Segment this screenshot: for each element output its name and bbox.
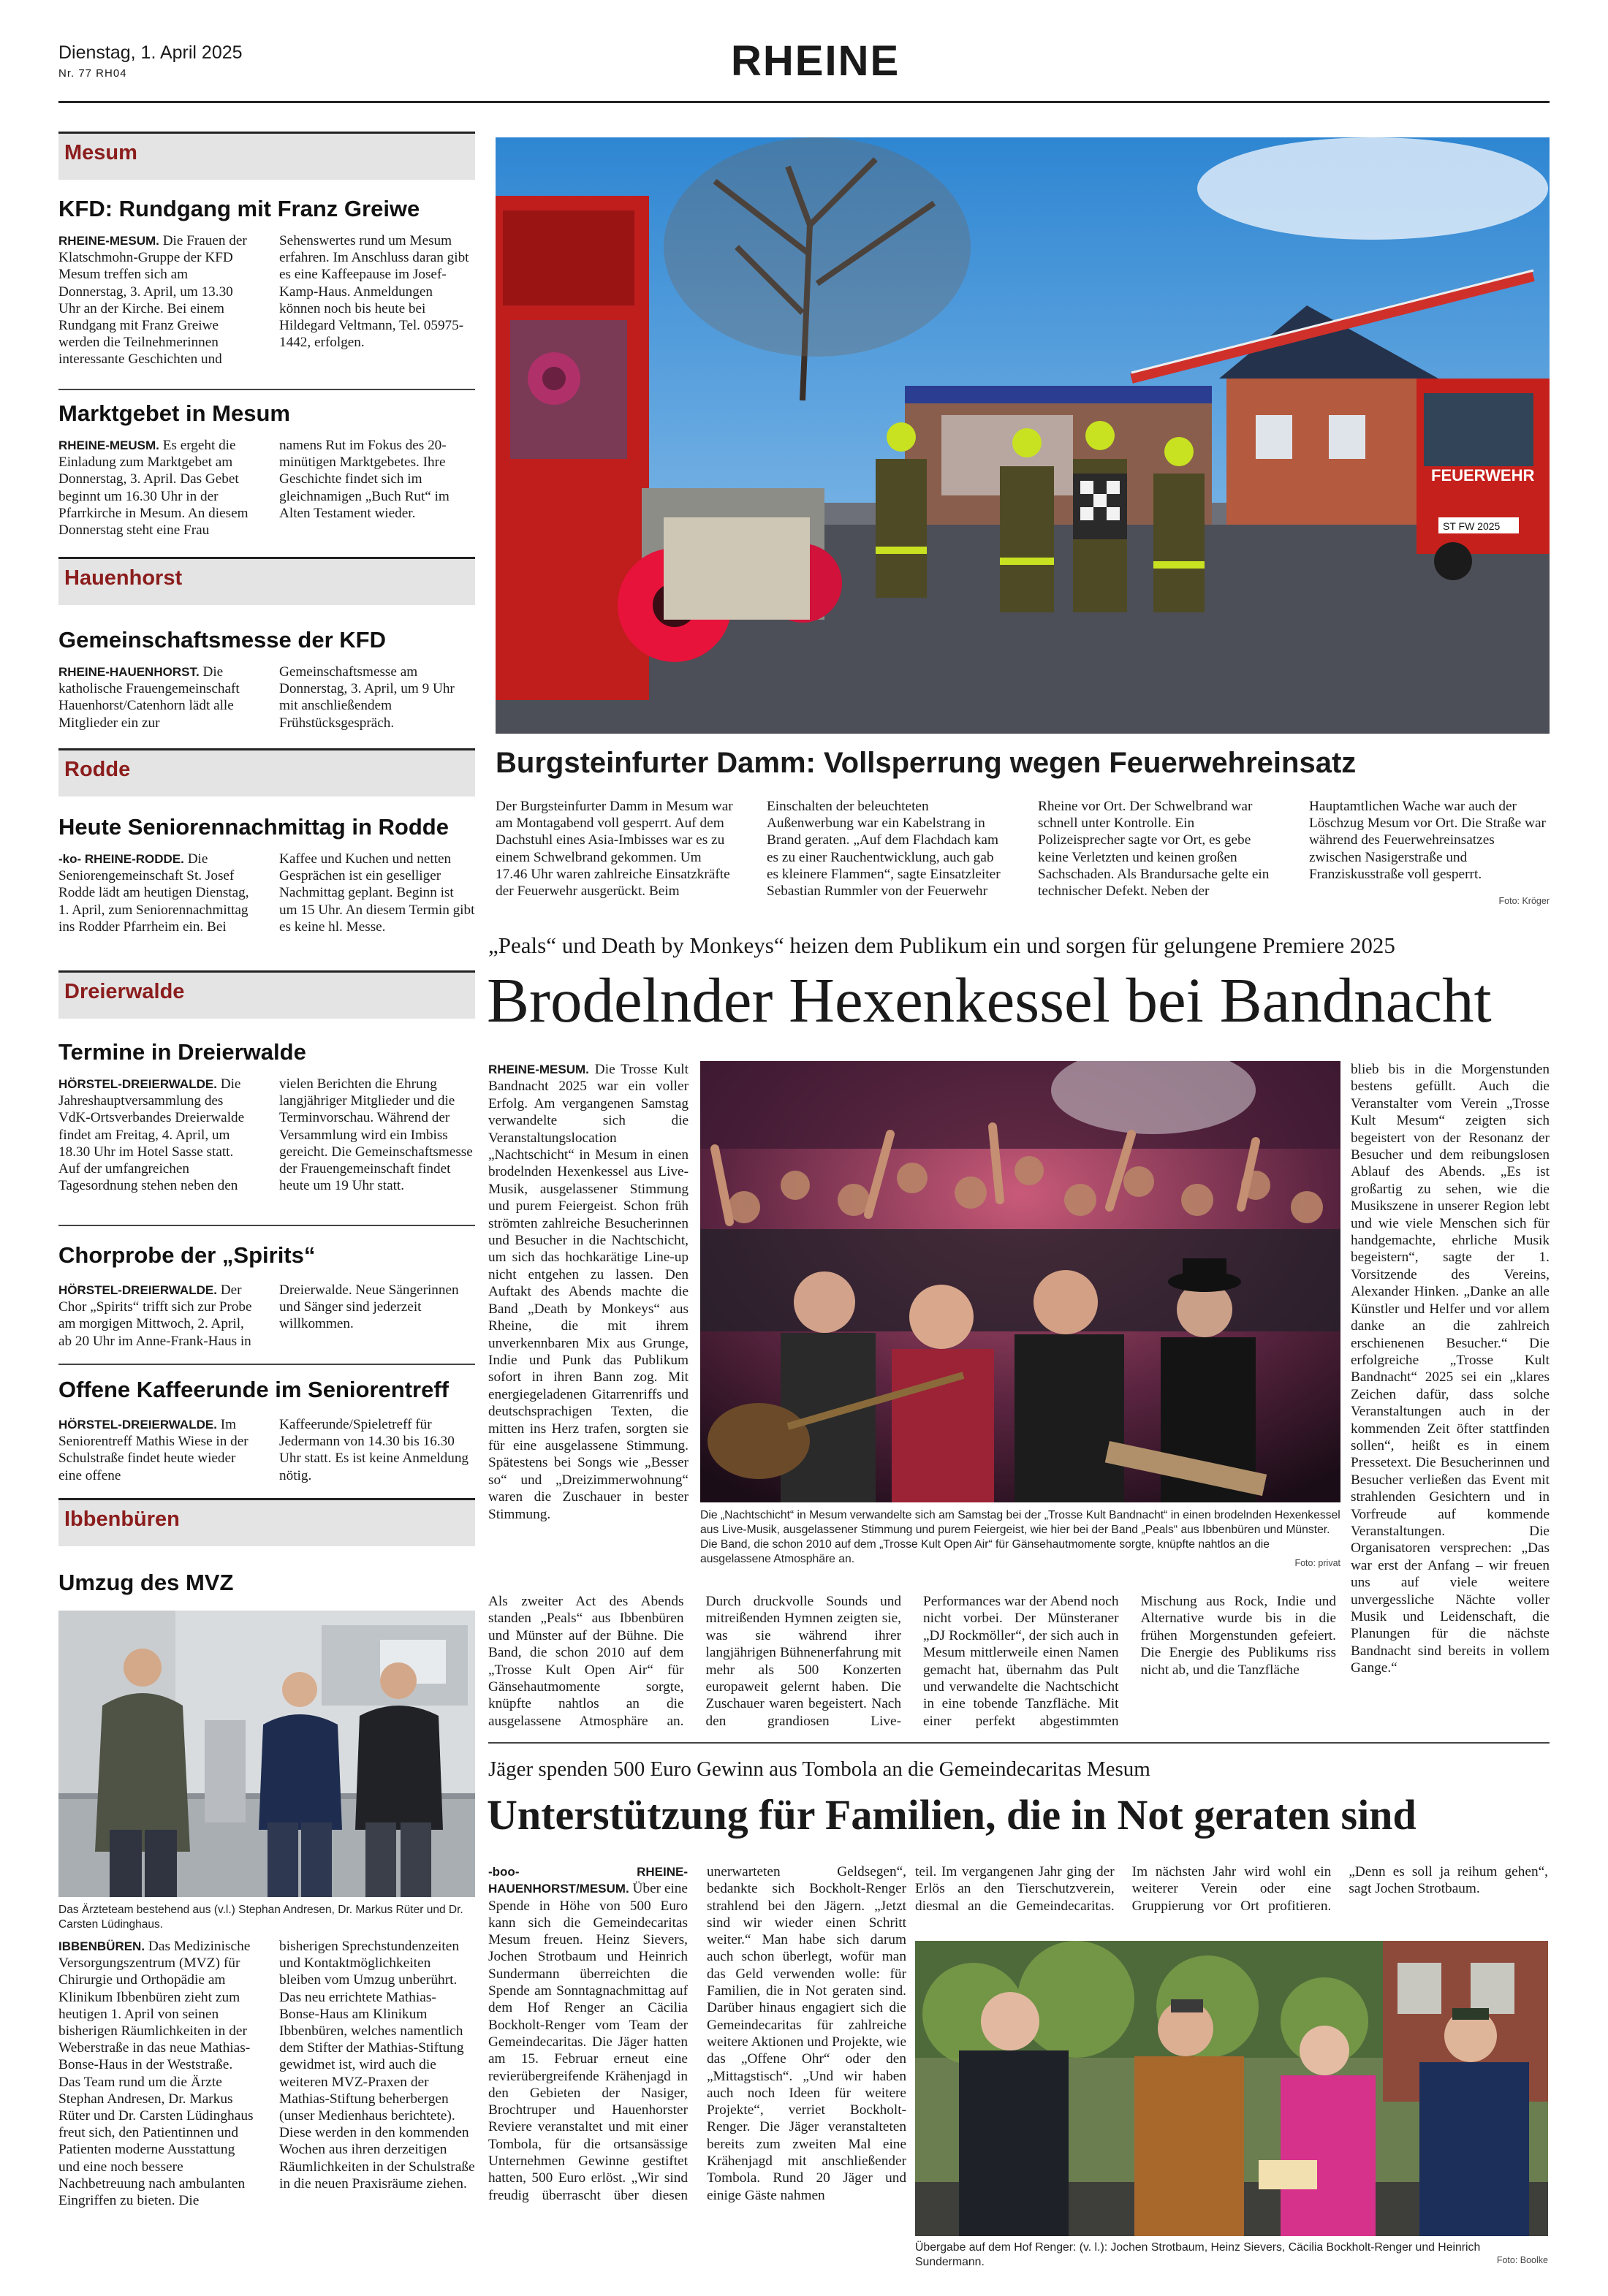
divider [58,1364,475,1365]
photo-spendenuebergabe [915,1941,1548,2236]
article-bandnacht-col2: blieb bis in die Morgenstunden bestens gefüllt. Auch die Veranstalter vom Verein „Trosse Kult Mesum“ zeigten sich begeistert von der Resonanz der Besucher und dem reibungslosen Ablauf des Abends. „Es ist großartig zu sehen, wie die Musikszene in unserer Region lebt und wie viele Menschen sich für handgemachte, ehrliche Musik begeistern“, sagte der 1. Vorsitzende des Vereins, Alexander Hinken. „Danke an alle Künstler und Helfer und vor allem danke an die zahlreich erschienenen Besucher.“ Die erfolgreiche „Trosse Kult Bandnacht“ 2025 sei ein „klares Zeichen dafür, dass solche Veranstaltungen auch in der kommenden Zeit öfter stattfinden sollen“, heißt es in einem Pressetext. Die Besucherinnen und Besucher verließen das Event mit strahlenden Gesichtern und in Vorfreude auf kommende Veranstaltungen. Die Organisatoren versprechen: „Das war erst der Anfang – wir freuen uns auf viele weitere unvergessliche Nächte voller Musik und Leidenschaft, die Planungen für die nächste Bandnacht sind bereits in vollem Gange.“ [1351,1062,1550,1676]
section-label-rodde: Rodde [64,758,131,781]
section-bar-rodde [58,748,475,797]
article-text: Der Chor „Spirits“ trifft sich zur Probe am morgigen Mittwoch, 2. April, ab 20 Uhr im Anne-Frank-Haus in Dreierwalde. Neue Sängerinnen und Sänger sind jederzeit willkommen. [58,1282,459,1349]
dateline: HÖRSTEL-DREIERWALDE. [58,1077,217,1091]
article-termine-dreierwalde [58,1076,475,1204]
article-text: Im Seniorentreff Mathis Wiese in der Schulstraße findet heute wieder eine offene Kaffeerunde/Spieletreff für Jedermann von 14.30 bis 16.30 Uhr statt. Es ist keine Anmeldung nötig. [58,1417,469,1483]
section-bar-ibbenbueren [58,1498,475,1546]
kicker-caritas: Jäger spenden 500 Euro Gewinn aus Tombola an die Gemeindecaritas Mesum [488,1757,1150,1781]
dateline: RHEINE-MESUM. [488,1063,589,1076]
section-bar-mesum [58,132,475,180]
article-vollsperrung: Der Burgsteinfurter Damm in Mesum war am Montagabend voll gesperrt. Auf dem Dachstuhl eines Asia-Imbisses war es zu einem Schwelbrand gekommen. Um 17.46 Uhr waren zahlreiche Einsatzkräfte der Feuerwehr ausgerückt. Beim Einschalten der beleuchteten Außenwerbung war ein Kabelstrang in Brand geraten. „Auf dem Flachdach kam es zu einer Rauchentwicklung, auch gab es kleinere Flammen“, sagte Einsatzleiter Sebastian Rummler von der Feuerwehr Rheine vor Ort. Der Schwelbrand war schnell unter Kontrolle. Ein Polizeisprecher sagte vor Ort, es gebe keine Verletzten und keinen großen Sachschaden. Als Brandursache gelte ein technischer Defekt. Neben der Hauptamtlichen Wache war auch der Löschzug Mesum vor Ort. Die Straße war während des Feuerwehreinsatzes zwischen Nasigerstraße und Franziskusstraße voll gesperrt. [496,799,1546,900]
article-text: Die Seniorengemeinschaft St. Josef Rodde lädt am heutigen Dienstag, 1. April, zum Seniorennachmittag ins Rodder Pfarrheim ein. Bei Kaffee und Kuchen und netten Gesprächen ist ein geselliger Nachmittag geplant. Beginn ist um 15 Uhr. An diesem Termin gibt es keine hl. Messe. [58,851,475,935]
section-bar-dreierwalde [58,970,475,1019]
section-bar-hauenhorst [58,557,475,605]
article-text: Die Frauen der Klatschmohn-Gruppe der KFD Mesum treffen sich am Donnerstag, 3. April, um 13.30 Uhr an der Kirche. Bei einem Rundgang mit Franz Greiwe werden die Teilnehmerinnen interessante Geschichten und Sehenswertes rund um Mesum erfahren. Im Anschluss daran gibt es eine Kaffeepause im Josef-Kamp-Haus. Anmeldungen können noch bis heute bei Hildegard Veltmann, Tel. 05975-1442, erfolgen. [58,233,469,368]
divider [58,389,475,390]
headline-bandnacht: Brodelnder Hexenkessel bei Bandnacht [487,965,1492,1035]
dateline: IBBENBÜREN. [58,1939,145,1953]
section-title: RHEINE [731,37,900,85]
article-umzug-mvz [58,1938,475,2276]
article-text: Die Jahreshauptversammlung des VdK-Ortsverbandes Dreierwalde findet am Freitag, 4. April, um 18.30 Uhr im Hotel Sasse statt. Auf der umfangreichen Tagesordnung stehen neben den vielen Berichten die Ehrung langjähriger Mitglieder und die Terminvorschau. Während der Versammlung wird ein Imbiss gereicht. Die Gemeinschaftsmesse der Frauengemeinschaft findet heute um 19 Uhr statt. [58,1076,473,1194]
article-text: Die Trosse Kult Bandnacht 2025 war ein voller Erfolg. Am vergangenen Samstag verwandelte sich die Veranstaltungslocation „Nachtschicht“ in Mesum in einen brodelnden Hexenkessel aus Live-Musik, ausgelassener Stimmung und purem Feiergeist. Schon früh strömten zahlreiche Besucherinnen und Besucher in die Nachtschicht, um sich das hochkarätige Line-up nicht entgehen zu lassen. Den Auftakt des Abends machte die Band „Death by Monkeys“ aus Rheine, die mit ihrem unverkennbaren Mix aus Grunge, Indie und Punk das Publikum sofort in ihren Bann zog. Mit energiegeladenen Gitarrenriffs und deutschsprachigen Texten, die mitten ins Herz trafen, sorgten sie für eine ausgelassene Stimmung. Spätestens bei Songs wie „Besser so“ und „Dreizimmerwohnung“ waren die Zuschauer in bester Stimmung. [488,1062,689,1522]
dateline: RHEINE-MESUM. [58,234,159,248]
divider [488,1742,1550,1744]
headline-kaffeerunde: Offene Kaffeerunde im Seniorentreff [58,1377,449,1402]
article-text: Das Medizinische Versorgungszentrum (MVZ) für Chirurgie und Orthopädie am Klinikum Ibbenbüren zieht zum heutigen 1. April von seinen bisherigen Räumlichkeiten in der Weberstraße in das neue Mathias-Bonse-Haus in der Weststraße. Das Team rund um die Ärzte Stephan Andresen, Dr. Markus Rüter und Dr. Carsten Lüdinghaus freut sich, den Patientinnen und Patienten moderne Ausstattung und eine noch bessere Nachbetreuung nach ambulanten Eingriffen zu bieten. Die bisherigen Sprechstundenzeiten und Kontaktmöglichkeiten bleiben vom Umzug unberührt. Das neu errichtete Mathias-Bonse-Haus am Klinikum Ibbenbüren, welches namentlich dem Stifter der Mathias-Stiftung gewidmet ist, wird auch die weiteren MVZ-Praxen der Mathias-Stiftung beherbergen (unser Medienhaus berichtete). Diese werden in den kommenden Wochen aus ihren derzeitigen Räumlichkeiten in der Schulstraße in die neuen Praxisräume ziehen. [58,1939,475,2209]
article-caritas-col1 [488,1863,906,2273]
headline-kfd-rundgang: KFD: Rundgang mit Franz Greiwe [58,196,420,221]
headline-vollsperrung: Burgsteinfurter Damm: Vollsperrung wegen Feuerwehreinsatz [496,747,1357,779]
photo-caption-aerzteteam: Das Ärzteteam bestehend aus (v.l.) Stephan Andresen, Dr. Markus Rüter und Dr. Carsten Lüdinghaus. [58,1904,463,1931]
photo-credit-band: Foto: privat [1294,1558,1340,1568]
section-label-dreierwalde: Dreierwalde [64,980,185,1003]
article-chorprobe [58,1282,475,1359]
issue-number: Nr. 77 RH04 [58,67,127,80]
photo-bandnacht [700,1061,1340,1502]
article-kaffeerunde [58,1416,475,1494]
license-plate: ST FW 2025 [1443,520,1501,532]
article-text: Über eine Spende in Höhe von 500 Euro kann sich die Gemeindecaritas Mesum freuen. Heinz Sievers, Jochen Strotbaum und Heinrich Sundermann überreichten die Spende am Sonntagnachmittag auf dem Hof Renger an Cäcilia Bockholt-Renger vom Team der Gemeindecaritas. Die Jäger hatten am 15. Februar erneut eine revierübergreifende Krähenjagd in den Gebieten der Nasiger, Brochtruper und Hauenhorster Reviere veranstaltet und mit einer Tombola, für die ortsansässige Unternehmen Gewinne gestiftet hatten, 500 Euro erlöst. „Wir sind freudig überrascht über diesen unerwarteten Geldsegen“, bedankte sich Bockholt-Renger strahlend bei den Jägern. „Jetzt sind wir wieder einen Schritt weiter.“ Man habe sich darum auch schon überlegt, wofür man das Geld verwenden wolle: für Familien, die in Not geraten sind. Darüber hinaus engagiert sich die Gemeindecaritas für zahlreiche weitere Aktionen und Projekte, wie das „Offene Ohr“ oder den „Mittagstisch“. „Und wir haben auch noch Ideen für weitere Projekte“, verriet Bockholt-Renger. Die Jäger veranstalteten bereits zum zweiten Mal eine Krähenjagd mit anschließender Tombola. Rund 20 Jäger und einige Gäste nahmen [488,1864,906,2203]
headline-caritas: Unterstützung für Familien, die in Not geraten sind [487,1791,1417,1839]
photo-feuerwehreinsatz [496,137,1550,734]
photo-aerzteteam [58,1611,475,1897]
issue-date: Dienstag, 1. April 2025 [58,42,243,63]
divider [58,1225,475,1226]
article-marktgebet [58,437,475,548]
article-kfd-rundgang [58,232,475,377]
kicker-bandnacht: „Peals“ und Death by Monkeys“ heizen dem Publikum ein und sorgen für gelungene Premiere 2025 [488,932,1395,958]
dateline: HÖRSTEL-DREIERWALDE. [58,1283,217,1297]
headline-seniorennachmittag: Heute Seniorennachmittag in Rodde [58,814,449,840]
dateline: -ko- RHEINE-RODDE. [58,852,184,866]
photo-credit-fire: Foto: Kröger [1498,896,1550,906]
masthead-rule [58,101,1550,103]
article-gemeinschaftsmesse [58,664,475,741]
headline-gemeinschaftsmesse: Gemeinschaftsmesse der KFD [58,627,386,653]
photo-caption-spendenuebergabe: Übergabe auf dem Hof Renger: (v. l.): Jochen Strotbaum, Heinz Sievers, Cäcilia Bockholt-Renger und Heinrich Sundermann. [915,2241,1481,2268]
article-bandnacht-bottom: Als zweiter Act des Abends standen „Peals“ aus Ibbenbüren und Münster auf der Bühne. Die Band, die schon 2010 auf dem „Trosse Kult Open Air“ für Gänsehautmomente sorgte, knüpfte nahtlos an die ausgelassene Atmosphäre an. Durch druckvolle Sounds und mitreißenden Hymnen zeigten sie, was sie während ihrer langjährigen Bühnenerfahrung mit mehr als 500 Konzerten europaweit gelernt haben. Die Zuschauer waren begeistert. Nach den grandiosen Live-Performances war der Abend noch nicht vorbei. Der Münsteraner „DJ Rockmöller“, der sich auch in Mesum mittlerweile einen Namen gemacht hat, übernahm das Pult und verwandelte die Nachtschicht in eine tobende Tanzfläche. Mit einer perfekt abgestimmten Mischung aus Rock, Indie und Alternative wurde bis in die frühen Morgenstunden gefeiert. Die Energie des Publikums riss nicht ab, und die Tanzfläche [488,1594,1336,1729]
headline-termine-dreierwalde: Termine in Dreierwalde [58,1039,306,1065]
headline-umzug-mvz: Umzug des MVZ [58,1570,234,1595]
truck-label: FEUERWEHR [1431,466,1535,484]
section-label-mesum: Mesum [64,141,137,164]
dateline: HÖRSTEL-DREIERWALDE. [58,1418,217,1432]
article-seniorennachmittag [58,851,475,962]
photo-credit-caritas: Foto: Boolke [1496,2255,1548,2265]
article-bandnacht-col1 [488,1061,689,1590]
article-text: Die katholische Frauengemeinschaft Hauenhorst/Catenhorn lädt alle Mitglieder ein zur Gemeinschaftsmesse am Donnerstag, 3. April, um 9 Uhr mit anschließendem Frühstücksgespräch. [58,664,455,731]
section-label-ibbenbueren: Ibbenbüren [64,1508,180,1531]
article-caritas-col2: teil. Im vergangenen Jahr ging der Erlös an den Tierschutzverein, diesmal an die Gemeindecaritas. Im nächsten Jahr wird wohl ein weiterer Verein oder eine Gruppierung vor Ort profitieren. „Denn es soll ja reihum gehen“, sagt Jochen Strotbaum. [915,1864,1548,1914]
photo-caption-bandnacht: Die „Nachtschicht“ in Mesum verwandelte sich am Samstag bei der „Trosse Kult Bandnacht“ in einen brodelnden Hexenkessel aus Live-Musik, ausgelassener Stimmung und purem Feiergeist, wie hier bei der Band „Peals“ aus Ibbenbüren und Münster. Die Band, die schon 2010 auf dem „Trosse Kult Open Air“ für Gänsehautmomente sorgte, knüpfte nahtlos an die ausgelassene Atmosphäre an. [700,1509,1340,1565]
dateline: -boo- RHEINE-HAUENHORST/MESUM. [488,1865,688,1896]
headline-chorprobe: Chorprobe der „Spirits“ [58,1242,316,1268]
section-label-hauenhorst: Hauenhorst [64,566,183,590]
headline-marktgebet: Marktgebet in Mesum [58,400,290,426]
dateline: RHEINE-MEUSM. [58,438,159,452]
article-text: Es ergeht die Einladung zum Marktgebet am Donnerstag, 3. April. Das Gebet beginnt um 16.30 Uhr in der Pfarrkirche in Mesum. An diesem Donnerstag steht eine Frau namens Rut im Fokus des 20-minütigen Marktgebetes. Ihre Geschichte findet sich im gleichnamigen „Buch Rut“ im Alten Testament wieder. [58,438,450,539]
dateline: RHEINE-HAUENHORST. [58,665,200,679]
